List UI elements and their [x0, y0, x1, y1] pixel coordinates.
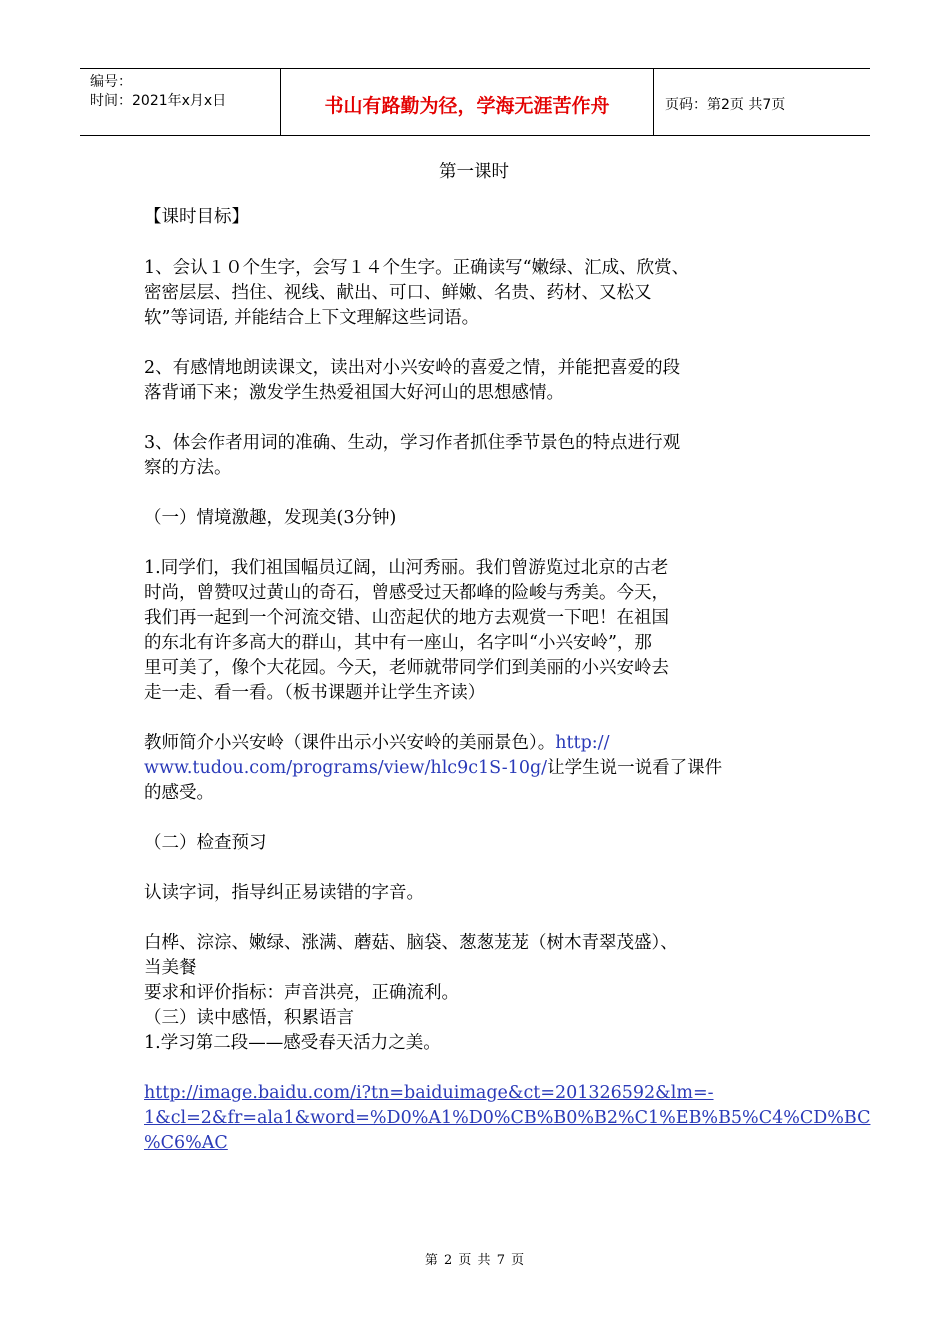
header-page-info: 页码：第2页 共7页 — [665, 97, 786, 113]
step2-criteria: 要求和评价指标：声音洪亮，正确流利。 — [144, 983, 459, 1003]
step1-paragraph — [144, 556, 824, 706]
text-line: 软”等词语, 并能结合上下文理解这些词语。 — [144, 308, 480, 328]
step3-heading: （三）读中感悟，积累语言 — [144, 1008, 354, 1028]
document-header — [80, 68, 870, 136]
text-line: 1、会认１０个生字，会写１４个生字。正确读写“嫩绿、汇成、欣赏、 — [144, 258, 690, 278]
header-motto: 书山有路勤为径，学海无涯苦作舟 — [281, 69, 654, 135]
intro-text: 教师简介小兴安岭（课件出示小兴安岭的美丽景色）。 — [144, 733, 556, 753]
step1-intro — [144, 731, 824, 806]
lesson-title: 第一课时 — [439, 162, 509, 182]
after-link-text: 让学生说一说看了课件 — [547, 758, 723, 778]
number-label: 编号： — [90, 74, 132, 90]
text-line: 走一走、看一看。（板书课题并让学生齐读） — [144, 683, 486, 703]
time-label: 时间：2021年x月x日 — [90, 93, 227, 109]
step2-instruction: 认读字词，指导纠正易读错的字音。 — [144, 883, 424, 903]
text-line: 里可美了，像个大花园。今天，老师就带同学们到美丽的小兴安岭去 — [144, 658, 669, 678]
step3-item-1: 1.学习第二段——感受春天活力之美。 — [144, 1033, 441, 1053]
objective-item-3 — [144, 431, 824, 481]
baidu-image-link[interactable] — [144, 1081, 871, 1156]
step1-heading: （一）情境激趣，发现美(3分钟) — [144, 508, 397, 528]
objective-item-2 — [144, 356, 824, 406]
objective-item-1 — [144, 256, 824, 331]
tudou-link-part2[interactable]: www.tudou.com/programs/view/hlc9c1S-10g/ — [144, 758, 548, 778]
text-line: 落背诵下来；激发学生热爱祖国大好河山的思想感情。 — [144, 383, 564, 403]
text-line: 2、有感情地朗读课文，读出对小兴安岭的喜爱之情，并能把喜爱的段 — [144, 358, 681, 378]
text-line: 的感受。 — [144, 783, 214, 803]
step2-heading: （二）检查预习 — [144, 833, 267, 853]
url-line[interactable]: http://image.baidu.com/i?tn=baiduimage&ct=201326592&lm=- — [144, 1083, 714, 1103]
url-line[interactable]: %C6%AC — [144, 1133, 228, 1153]
objectives-heading: 【课时目标】 — [144, 207, 249, 227]
text-line: 的东北有许多高大的群山，其中有一座山，名字叫“小兴安岭”，那 — [144, 633, 652, 653]
text-line: 当美餐 — [144, 958, 197, 978]
text-line — [144, 756, 824, 781]
text-line — [144, 731, 824, 756]
text-line: 我们再一起到一个河流交错、山峦起伏的地方去观赏一下吧！在祖国 — [144, 608, 669, 628]
text-line: 3、体会作者用词的准确、生动，学习作者抓住季节景色的特点进行观 — [144, 433, 681, 453]
text-line: 察的方法。 — [144, 458, 232, 478]
text-line: 时尚，曾赞叹过黄山的奇石，曾感受过天都峰的险峻与秀美。今天， — [144, 583, 669, 603]
text-line: 白桦、淙淙、嫩绿、涨满、蘑菇、脑袋、葱葱茏茏（树木青翠茂盛）、 — [144, 933, 678, 953]
header-meta — [80, 69, 281, 135]
tudou-link-part1[interactable]: http:// — [555, 733, 610, 753]
url-line[interactable]: 1&cl=2&fr=ala1&word=%D0%A1%D0%CB%B0%B2%C1%EB%B5%C4%CD%BC — [144, 1108, 871, 1128]
text-line: 1.同学们，我们祖国幅员辽阔，山河秀丽。我们曾游览过北京的古老 — [144, 558, 669, 578]
step2-words — [144, 931, 824, 981]
document-body — [144, 160, 871, 1156]
page-footer: 第 2 页 共 7 页 — [424, 1253, 526, 1268]
text-line: 密密层层、挡住、视线、献出、可口、鲜嫩、名贵、药材、又松又 — [144, 283, 652, 303]
